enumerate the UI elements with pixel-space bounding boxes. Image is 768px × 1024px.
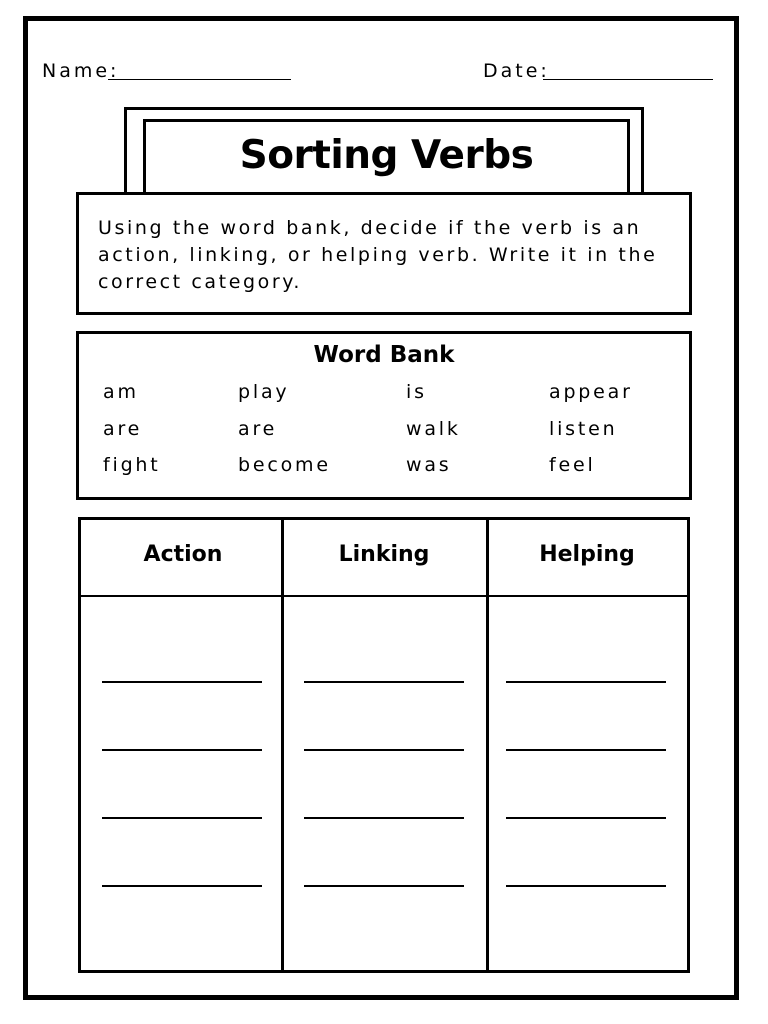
word-bank-word: become: [238, 454, 331, 476]
header-row-divider: [81, 595, 687, 597]
column-header-action: Action: [143, 542, 223, 567]
answer-blank-helping[interactable]: [506, 749, 666, 751]
word-bank-title: Word Bank: [313, 342, 455, 368]
word-bank-word: play: [238, 381, 290, 403]
answer-blank-helping[interactable]: [506, 817, 666, 819]
date-field[interactable]: [543, 79, 713, 80]
answer-blank-action[interactable]: [102, 885, 262, 887]
name-label: Name:: [42, 60, 120, 82]
answer-blank-action[interactable]: [102, 749, 262, 751]
column-header-linking: Linking: [338, 542, 430, 567]
word-bank-word: walk: [406, 418, 461, 440]
name-field[interactable]: [108, 79, 291, 80]
word-bank-word: listen: [549, 418, 618, 440]
page-title: Sorting Verbs: [239, 133, 534, 178]
word-bank-word: am: [103, 381, 139, 403]
answer-blank-helping[interactable]: [506, 885, 666, 887]
answer-blank-action[interactable]: [102, 817, 262, 819]
word-bank-word: are: [103, 418, 143, 440]
word-bank-word: appear: [549, 381, 633, 403]
answer-blank-linking[interactable]: [304, 681, 464, 683]
word-bank-word: is: [406, 381, 427, 403]
date-label: Date:: [483, 60, 550, 82]
answer-blank-action[interactable]: [102, 681, 262, 683]
word-bank: [76, 331, 692, 500]
answer-blank-linking[interactable]: [304, 817, 464, 819]
column-header-helping: Helping: [539, 542, 635, 567]
word-bank-word: are: [238, 418, 278, 440]
answer-blank-helping[interactable]: [506, 681, 666, 683]
column-divider: [281, 520, 284, 970]
instructions-box: [76, 192, 692, 315]
answer-blank-linking[interactable]: [304, 749, 464, 751]
instructions-text: Using the word bank, decide if the verb is an action, linking, or helping verb. Write it in the correct category.: [98, 217, 658, 293]
word-bank-word: feel: [549, 454, 596, 476]
word-bank-word: was: [406, 454, 452, 476]
sorting-table: [78, 517, 690, 973]
column-divider: [486, 520, 489, 970]
answer-blank-linking[interactable]: [304, 885, 464, 887]
word-bank-word: fight: [103, 454, 161, 476]
